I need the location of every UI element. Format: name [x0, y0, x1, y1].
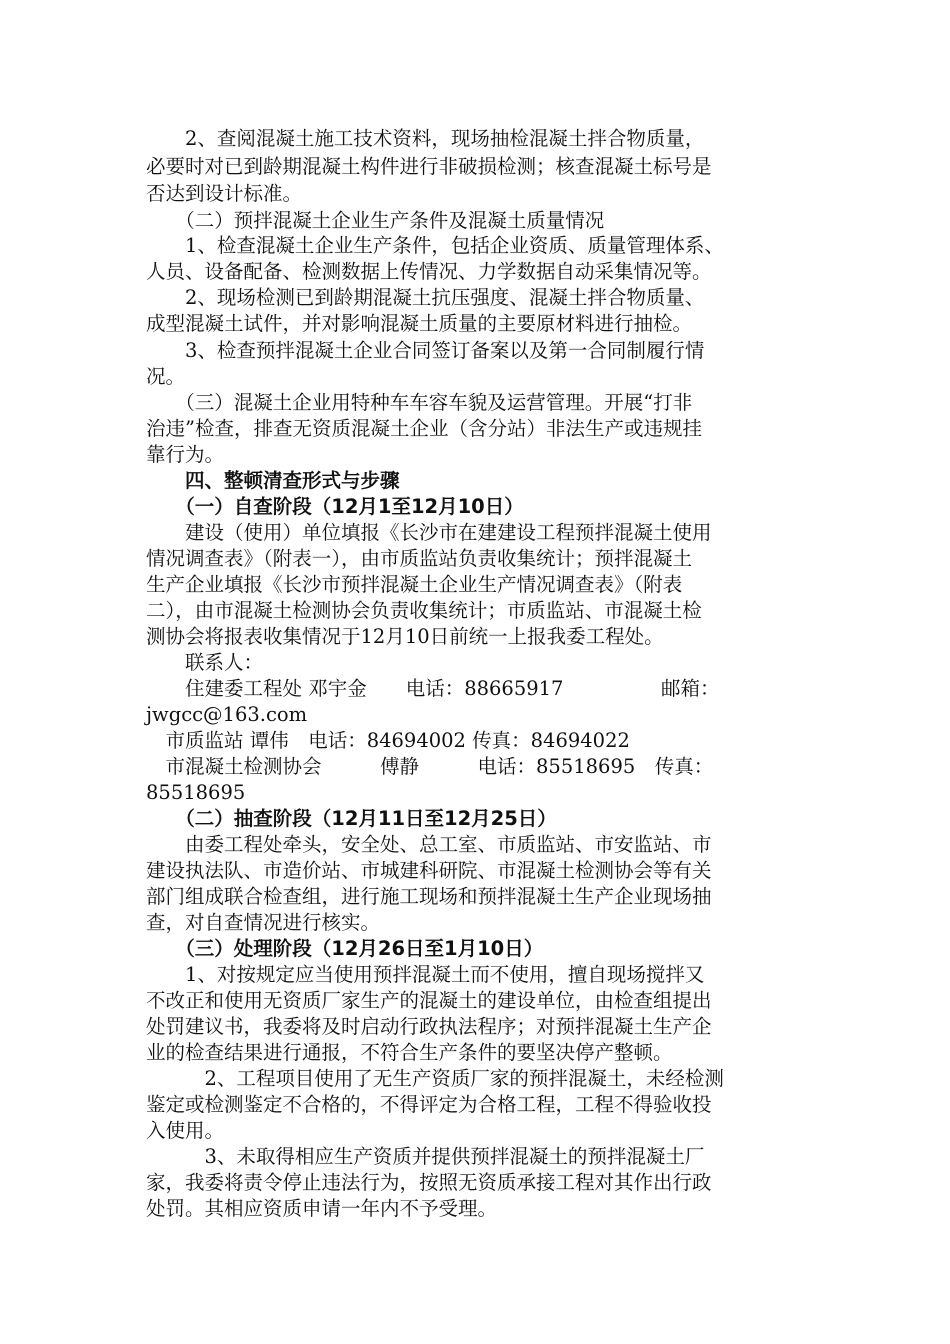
text-line: 2、查阅混凝土施工技术资料，现场抽检混凝土拌合物质量， — [146, 127, 705, 150]
contact-line: 住建委工程处 邓宇金 电话：88665917 邮箱： — [146, 677, 720, 700]
contact-line: 市质监站 谭伟 电话：84694002 传真：84694022 — [146, 729, 630, 752]
subsection-heading: （一）自查阶段（12月1至12月10日） — [146, 495, 524, 518]
text-line: 成型混凝土试件，并对影响混凝土质量的主要原材料进行抽检。 — [146, 312, 693, 335]
text-line: 测协会将报表收集情况于12月10日前统一上报我委工程处。 — [146, 625, 664, 648]
text-line: 1、对按规定应当使用预拌混凝土而不使用，擅自现场搅拌又 — [146, 963, 705, 986]
text-line: 治违”检查，排查无资质混凝土企业（含分站）非法生产或违规挂 — [146, 417, 702, 440]
text-line: 二），由市混凝土检测协会负责收集统计；市质监站、市混凝土检 — [146, 599, 702, 622]
text-line: 3、未取得相应生产资质并提供预拌混凝土的预拌混凝土厂 — [146, 1145, 705, 1168]
text-line: 况。 — [146, 365, 186, 388]
text-line: 入使用。 — [146, 1119, 225, 1142]
text-line: 2、现场检测已到龄期混凝土抗压强度、混凝土拌合物质量、 — [146, 286, 705, 309]
text-line: 1、检查混凝土企业生产条件，包括企业资质、质量管理体系、 — [146, 234, 724, 257]
subsection-heading: （三）处理阶段（12月26日至1月10日） — [146, 937, 544, 960]
text-line: （三）混凝土企业用特种车车容车貌及运营管理。开展“打非 — [146, 391, 693, 414]
contact-fax: 85518695 — [146, 781, 246, 804]
text-line: （二）预拌混凝土企业生产条件及混凝土质量情况 — [146, 209, 605, 232]
text-line: 由委工程处牵头，安全处、总工室、市质监站、市安监站、市 — [146, 833, 712, 856]
contact-label: 联系人： — [146, 651, 264, 674]
subsection-heading: （二）抽查阶段（12月11日至12月25日） — [146, 807, 557, 830]
text-line: 鉴定或检测鉴定不合格的，不得评定为合格工程，工程不得验收投 — [146, 1093, 712, 1116]
text-line: 人员、设备配备、检测数据上传情况、力学数据自动采集情况等。 — [146, 260, 712, 283]
text-line: 情况调查表》（附表一），由市质监站负责收集统计；预拌混凝土 — [146, 547, 693, 570]
text-line: 3、检查预拌混凝土企业合同签订备案以及第一合同制履行情 — [146, 339, 705, 362]
text-line: 查，对自查情况进行核实。 — [146, 911, 381, 934]
text-line: 业的检查结果进行通报，不符合生产条件的要坚决停产整顿。 — [146, 1041, 673, 1064]
text-line: 不改正和使用无资质厂家生产的混凝土的建设单位，由检查组提出 — [146, 989, 712, 1012]
contact-line: 市混凝土检测协会 傅静 电话：85518695 传真： — [146, 755, 714, 778]
text-line: 2、工程项目使用了无生产资质厂家的预拌混凝土，未经检测 — [146, 1067, 724, 1090]
text-line: 建设执法队、市造价站、市城建科研院、市混凝土检测协会等有关 — [146, 859, 712, 882]
text-line: 生产企业填报《长沙市预拌混凝土企业生产情况调查表》（附表 — [146, 573, 683, 596]
contact-email: jwgcc@163.com — [146, 703, 308, 726]
text-line: 处罚。其相应资质申请一年内不予受理。 — [146, 1197, 498, 1220]
text-line: 否达到设计标准。 — [146, 182, 303, 205]
text-line: 建设（使用）单位填报《长沙市在建建设工程预拌混凝土使用 — [146, 521, 712, 544]
section-heading: 四、整顿清查形式与步骤 — [146, 469, 400, 492]
text-line: 家，我委将责令停止违法行为，按照无资质承接工程对其作出行政 — [146, 1171, 712, 1194]
text-line: 靠行为。 — [146, 443, 225, 466]
text-line: 处罚建议书，我委将及时启动行政执法程序；对预拌混凝土生产企 — [146, 1015, 712, 1038]
text-line: 必要时对已到龄期混凝土构件进行非破损检测；核查混凝土标号是 — [146, 155, 712, 178]
text-line: 部门组成联合检查组，进行施工现场和预拌混凝土生产企业现场抽 — [146, 885, 712, 908]
